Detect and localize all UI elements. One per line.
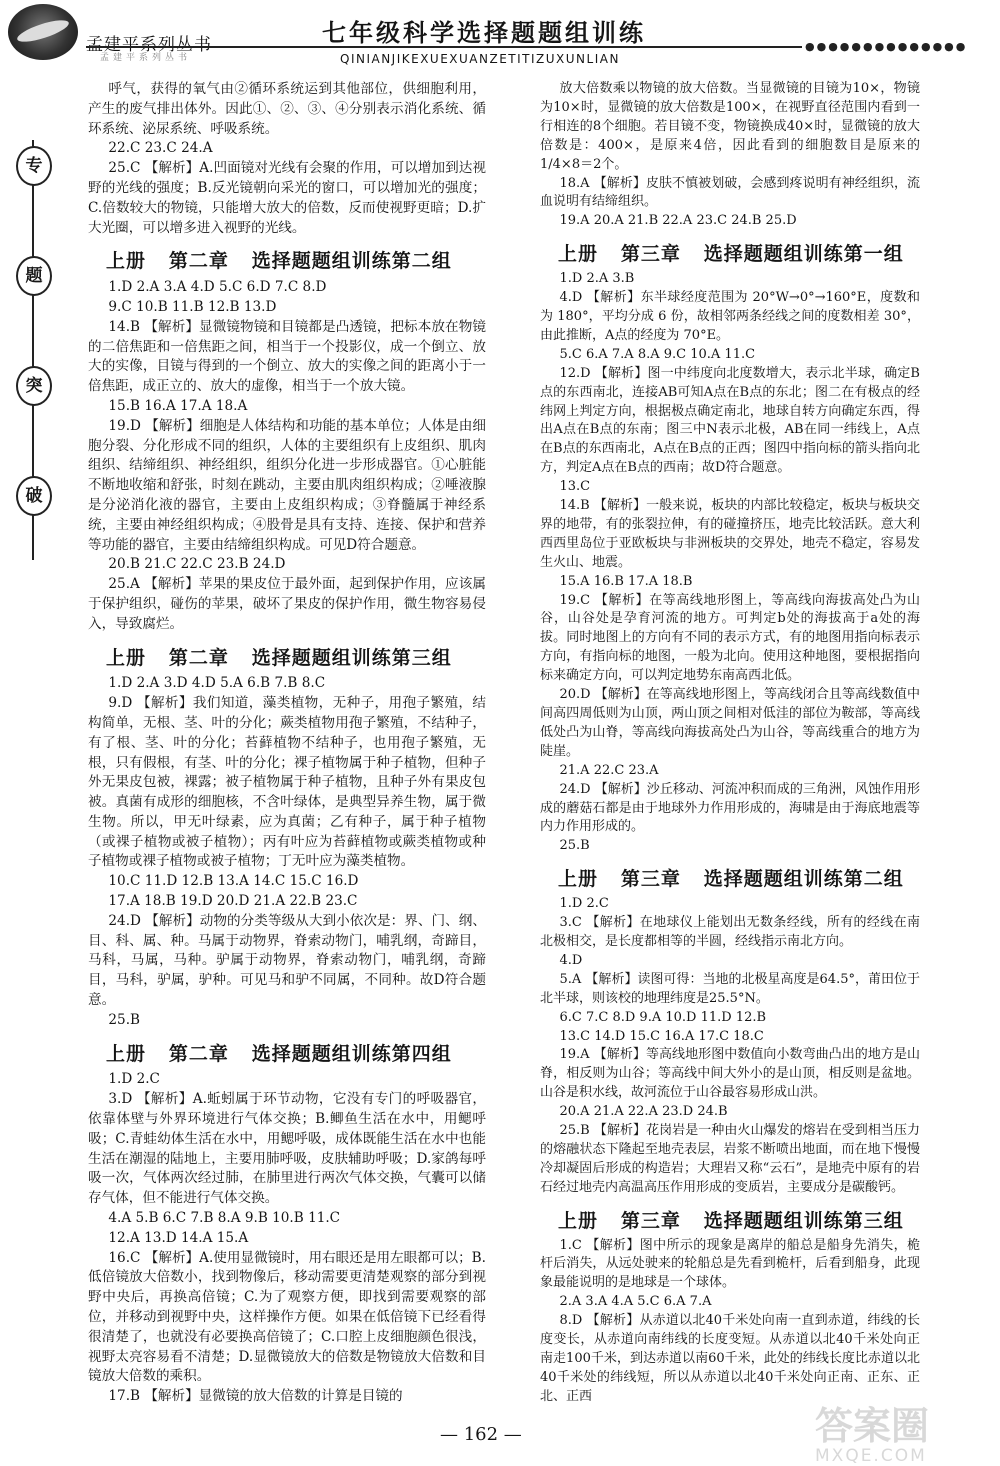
answer-paragraph: 10.C 11.D 12.B 13.A 14.C 15.C 16.D	[108, 873, 359, 890]
answer-paragraph: 19.C 【解析】在等高线地形图上，等高线向海拔高处凸为山谷，山谷处是孕育河流的地方。可判定b处的海拔高于a处的海拔。同时地图上的方向有不同的表示方式，有的地图用指向标表示方向，有指向标的地图，一般为北向。使用这种地图，要根据指向标来确定方向，可以判定地势东南高西北低。	[540, 592, 920, 684]
answer-paragraph: 25.B	[559, 838, 590, 854]
answer-paragraph: 24.D 【解析】沙丘移动、河流冲积而成的三角洲，风蚀作用形成的蘑菇石都是由于地球外力作用形成的，海啸是由于海底地震等内力作用形成的。	[540, 781, 920, 835]
answer-paragraph: 2.A 3.A 4.A 5.C 6.A 7.A	[559, 1294, 712, 1310]
section-heading: 上册 第二章 选择题题组训练第二组	[106, 250, 452, 273]
answer-paragraph: 19.A 【解析】等高线地形图中数值向小数弯曲凸出的地方是山脊，相反则为山谷；等高线中间大外小的是山顶，相反则是盆地。山谷是积水线，故河流位于山谷最容易形成山洪。	[540, 1047, 920, 1101]
answer-paragraph: 1.D 2.A 3.B	[559, 271, 635, 287]
answer-paragraph: 22.C 23.C 24.A	[108, 140, 213, 157]
sidebar-char: 破	[16, 476, 52, 516]
answer-paragraph: 16.C 【解析】A.使用显微镜时，用右眼还是用左眼都可以；B.低倍镜放大倍数小，找到物像后，移动需要更清楚观察的部分到视野中央后，再换高倍镜；C.为了观察方便，即找到需要观察的部位，并移动到视野中央，这样操作方便。如果在低倍镜下已经看得很清楚了，也就没有必要换高倍镜了；C.口腔上皮细胞颜色很浅，视野太亮容易看不清楚；D.显微镜放大的倍数是物镜放大倍数和目镜放大倍数的乘积。	[88, 1249, 486, 1385]
answer-paragraph: 5.C 6.A 7.A 8.A 9.C 10.A 11.C	[559, 346, 756, 362]
answer-paragraph: 25.C 【解析】A.凹面镜对光线有会聚的作用，可以增加到达视野的光线的强度；B.反光镜朝向采光的窗口，可以增加光的强度；C.倍数较大的物镜，只能增大放大的倍数，反而使视野更暗；D.扩大光圈，可以增多进入视野的光线。	[88, 160, 486, 236]
series-logo-icon	[8, 4, 78, 60]
answer-paragraph: 放大倍数乘以物镜的放大倍数。当显微镜的目镜为10×，物镜为10×时，显微镜的放大倍数是100×，在视野直径范围内看到一行相连的8个细胞。若目镜不变，物镜换成40×时，显微镜的放大倍数是：400×，是原来4倍，因此看到的细胞数目是原来的1/4×8＝2个。	[540, 81, 920, 172]
answer-paragraph: 4.D	[559, 952, 583, 968]
sidebar-topic-tag	[12, 140, 56, 560]
answer-paragraph: 25.A 【解析】苹果的果皮位于最外面，起到保护作用，应该属于保护组织，碰伤的苹果，破坏了果皮的保护作用，微生物容易侵入，导致腐烂。	[88, 576, 486, 632]
answer-paragraph: 18.A 【解析】皮肤不慎被划破，会感到疼说明有神经组织，流血说明有结缔组织。	[540, 175, 920, 210]
answer-paragraph: 25.B 【解析】花岗岩是一种由火山爆发的熔岩在受到相当压力的熔融状态下隆起至地壳表层，岩浆不断喷出地面，而在地下慢慢冷却凝固后形成的构造岩；大理岩又称“云石”，是地壳中原有的岩石经过地壳内高温高压作用形成的变质岩，主要成分是碳酸钙。	[540, 1123, 920, 1195]
answer-paragraph: 4.A 5.B 6.C 7.B 8.A 9.B 10.B 11.C	[108, 1210, 341, 1227]
answer-paragraph: 15.B 16.A 17.A 18.A	[108, 397, 248, 414]
answer-paragraph: 20.A 21.A 22.A 23.D 24.B	[559, 1104, 728, 1120]
answer-paragraph: 13.C 14.D 15.C 16.A 17.C 18.C	[559, 1028, 764, 1044]
answer-paragraph: 12.D 【解析】图一中纬度向北度数增大，表示北半球，确定B点的东西南北，连接AB可知A点在B点的东北；图二在有极点的经纬网上判定方向，根据极点确定南北，地球自转方向确定东西，得出A点在B点的东南；图三中N表示北极，AB在同一纬线上，A点在B点的东西南北，A点在B点的正西；图四中指向标的箭头指向北方，判定A点在B点的西南；故D符合题意。	[540, 365, 920, 476]
sidebar-char: 突	[16, 366, 52, 406]
book-title: 七年级科学选择题题组训练	[322, 18, 646, 47]
answer-paragraph: 17.B 【解析】显微镜的放大倍数的计算是目镜的	[108, 1388, 403, 1405]
answer-paragraph: 1.D 2.A 3.D 4.D 5.A 6.B 7.B 8.C	[108, 675, 326, 692]
answer-paragraph: 21.A 22.C 23.A	[559, 762, 659, 778]
answer-paragraph: 1.D 2.C	[559, 896, 609, 912]
section-heading: 上册 第三章 选择题题组训练第三组	[558, 1209, 904, 1232]
answer-paragraph: 呼气，获得的氧气由②循环系统运到其他部位，供细胞利用，产生的废气排出体外。因此①、②、③、④分别表示消化系统、循环系统、泌尿系统、呼吸系统。	[88, 81, 486, 137]
answer-paragraph: 3.D 【解析】A.蚯蚓属于环节动物，它没有专门的呼吸器官，依靠体壁与外界环境进行气体交换；B.鲫鱼生活在水中，用鳃呼吸；C.青蛙幼体生活在水中，用鳃呼吸，成体既能生活在水中也能生活在潮湿的陆地上，主要用肺呼吸，皮肤辅助呼吸；D.家鸽每呼吸一次，气体两次经过肺，在肺里进行两次气体交换，气囊可以储存气体，但不能进行气体交换。	[88, 1091, 486, 1207]
answer-paragraph: 1.C 【解析】图中所示的现象是离岸的船总是船身先消失，桅杆后消失，从远处驶来的轮船总是先看到桅杆，后看到船身，此现象最能说明的是地球是一个球体。	[540, 1237, 920, 1291]
answer-paragraph: 3.C 【解析】在地球仪上能划出无数条经线，所有的经线在南北极相交，是长度都相等的半圆，经线指示南北方向。	[540, 915, 920, 949]
section-heading: 上册 第三章 选择题题组训练第二组	[558, 868, 904, 891]
sidebar-char: 题	[16, 256, 52, 296]
book-title-pinyin: QINIANJIKEXUEXUANZETITIZUXUNLIAN	[340, 52, 620, 66]
answer-paragraph: 6.C 7.C 8.D 9.A 10.D 11.D 12.B	[559, 1009, 767, 1025]
answer-paragraph: 12.A 13.D 14.A 15.A	[108, 1229, 249, 1246]
answer-paragraph: 9.D 【解析】我们知道，藻类植物，无种子，用孢子繁殖，结构简单，无根、茎、叶的分化；蕨类植物用孢子繁殖，不结种子，有了根、茎、叶的分化；苔藓植物不结种子，也用孢子繁殖，无根，只有假根，有茎、叶的分化；裸子植物属于种子植物，但种子外无果皮包被，裸露；被子植物属于种子植物，且种子外有果皮包被。真菌有成形的细胞核，不含叶绿体，是典型异养生物，属于微生物。所以，甲无叶绿素，应为真菌；乙有种子，属于种子植物（或裸子植物或被子植物）；丙有叶应为苔藓植物或蕨类植物或种子植物或裸子植物或被子植物；丁无叶应为藻类植物。	[88, 695, 486, 870]
answer-paragraph: 13.C	[559, 479, 591, 495]
answer-paragraph: 20.B 21.C 22.C 23.B 24.D	[108, 556, 286, 573]
page-number: — 162 —	[440, 1424, 522, 1445]
series-subtitle: 孟建平系列丛书	[100, 53, 192, 63]
section-heading: 上册 第三章 选择题题组训练第一组	[558, 243, 904, 266]
answer-paragraph: 19.D 【解析】细胞是人体结构和功能的基本单位；人体是由细胞分裂、分化形成不同的组织，人体的主要组织有上皮组织、肌肉组织、结缔组织、神经组织，组织分化进一步形成器官。①心脏能不断地收缩和舒张，时刻在跳动，主要由肌肉组织构成；②唾液腺是分泌消化液的器官，主要由上皮组织构成；③脊髓属于神经系统，主要由神经组织构成；④股骨是具有支持、连接、保护和营养等功能的器官，主要由结缔组织构成。可见D符合题意。	[88, 417, 486, 553]
answer-paragraph: 9.C 10.B 11.B 12.B 13.D	[108, 298, 277, 315]
answer-paragraph: 25.B	[108, 1011, 140, 1028]
section-heading: 上册 第二章 选择题题组训练第三组	[106, 646, 452, 669]
answer-paragraph: 14.B 【解析】显微镜物镜和目镜都是凸透镜，把标本放在物镜的二倍焦距和一倍焦距之间，相当于一个投影仪，成一个倒立、放大的实像，目镜与得到的一个倒立、放大的实像之间的距离小于一倍焦距，成正立的、放大的虚像，相当于一个放大镜。	[88, 318, 486, 395]
page-header	[0, 0, 1000, 70]
answer-paragraph: 1.D 2.C	[108, 1071, 160, 1088]
answer-paragraph: 20.D 【解析】在等高线地形图上，等高线闭合且等高线数值中间高四周低则为山顶，两山顶之间相对低洼的部位为鞍部，等高线低处凸为山脊，等高线向海拔高处凸为山谷，等高线重合的地方为陡崖。	[540, 687, 920, 759]
answer-paragraph: 19.A 20.A 21.B 22.A 23.C 24.B 25.D	[559, 213, 797, 229]
watermark-url: MXQE.COM	[815, 1446, 927, 1466]
answer-paragraph: 24.D 【解析】动物的分类等级从大到小依次是：界、门、纲、目、科、属、种。马属于动物界，脊索动物门，哺乳纲，奇蹄目，马科，马属，马种。驴属于动物界，脊索动物门，哺乳纲，奇蹄目，马科，驴属，驴种。可见马和驴不同属，不同种。故D符合题意。	[88, 912, 486, 1009]
right-column	[540, 80, 920, 1407]
answer-paragraph: 4.D 【解析】东半球经度范围为 20°W→0°→160°E，度数和为 180°，平均分成 6 份，故相邻两条经线之间的度数相差 30°，由此推断，A点的经度为 70°E。	[540, 290, 920, 343]
header-dots: ●●●●●●●●●●●●●●	[805, 40, 968, 53]
series-name: 孟建平系列丛书	[86, 35, 212, 55]
answer-paragraph: 14.B 【解析】一般来说，板块的内部比较稳定，板块与板块交界的地带，有的张裂拉伸，有的碰撞挤压，地壳比较活跃。意大利西西里岛位于亚欧板块与非洲板块的交界处，地壳不稳定，容易发生火山、地震。	[540, 498, 920, 570]
watermark-text: 答案圈	[815, 1404, 930, 1448]
answer-paragraph: 1.D 2.A 3.A 4.D 5.C 6.D 7.C 8.D	[108, 279, 327, 296]
watermark	[815, 1395, 995, 1466]
answer-paragraph: 15.A 16.B 17.A 18.B	[559, 573, 693, 589]
sidebar-char: 专	[16, 146, 52, 186]
left-column	[88, 80, 486, 1407]
answer-paragraph: 17.A 18.B 19.D 20.D 21.A 22.B 23.C	[108, 893, 358, 910]
answer-paragraph: 8.D 【解析】从赤道以北40千米处向南一直到赤道，纬线的长度变长，从赤道向南纬线的长度变短。从赤道以北40千米处向正南走100千米，到达赤道以南60千米，此处的纬线长度比赤道以北40千米处的纬线短，所以从赤道以北40千米处向正南、正东、正北、正西	[540, 1313, 920, 1404]
answer-paragraph: 5.A 【解析】读图可得：当地的北极星高度是64.5°，莆田位于北半球，则该校的地理纬度是25.5°N。	[540, 971, 920, 1006]
section-heading: 上册 第二章 选择题题组训练第四组	[106, 1042, 452, 1065]
